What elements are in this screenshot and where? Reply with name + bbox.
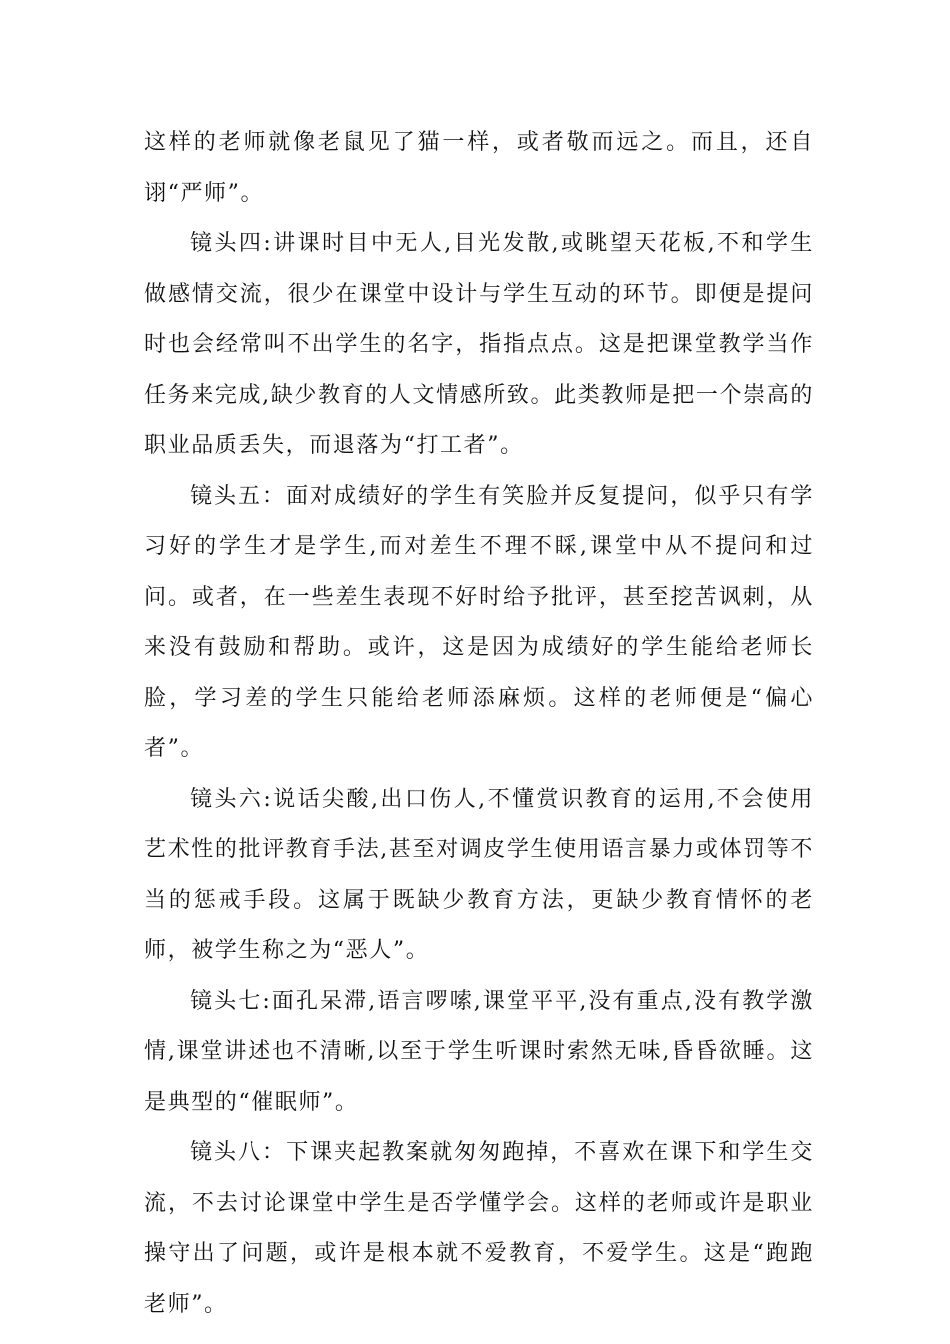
document-body <box>144 118 814 1330</box>
paragraph-shot-4: 镜头四:讲课时目中无人,目光发散,或眺望天花板,不和学生做感情交流，很少在课堂中设计与学生互动的环节。即便是提问时也会经常叫不出学生的名字，指指点点。这是把课堂教学当作任务来完成,缺少教育的人文情感所致。此类教师是把一个崇高的职业品质丢失，而退落为“打工者”。 <box>144 231 814 458</box>
paragraph-continuation: 这样的老师就像老鼠见了猫一样，或者敬而远之。而且，还自诩“严师”。 <box>144 130 814 206</box>
paragraph-shot-7: 镜头七:面孔呆滞,语言啰嗦,课堂平平,没有重点,没有教学激情,课堂讲述也不清晰,以至于学生听课时索然无味,昏昏欲睡。这是典型的“催眠师”。 <box>144 988 814 1115</box>
paragraph-shot-6: 镜头六:说话尖酸,出口伤人,不懂赏识教育的运用,不会使用艺术性的批评教育手法,甚至对调皮学生使用语言暴力或体罚等不当的惩戒手段。这属于既缺少教育方法，更缺少教育情怀的老师，被学生称之为“恶人”。 <box>144 786 814 963</box>
paragraph-shot-5: 镜头五：面对成绩好的学生有笑脸并反复提问，似乎只有学习好的学生才是学生,而对差生不理不睬,课堂中从不提问和过问。或者，在一些差生表现不好时给予批评，甚至挖苦讽刺，从来没有鼓励和帮助。或许，这是因为成绩好的学生能给老师长脸，学习差的学生只能给老师添麻烦。这样的老师便是“偏心者”。 <box>144 483 814 761</box>
paragraph-shot-8: 镜头八：下课夹起教案就匆匆跑掉，不喜欢在课下和学生交流，不去讨论课堂中学生是否学懂学会。这样的老师或许是职业操守出了问题，或许是根本就不爱教育，不爱学生。这是“跑跑老师”。 <box>144 1140 814 1317</box>
